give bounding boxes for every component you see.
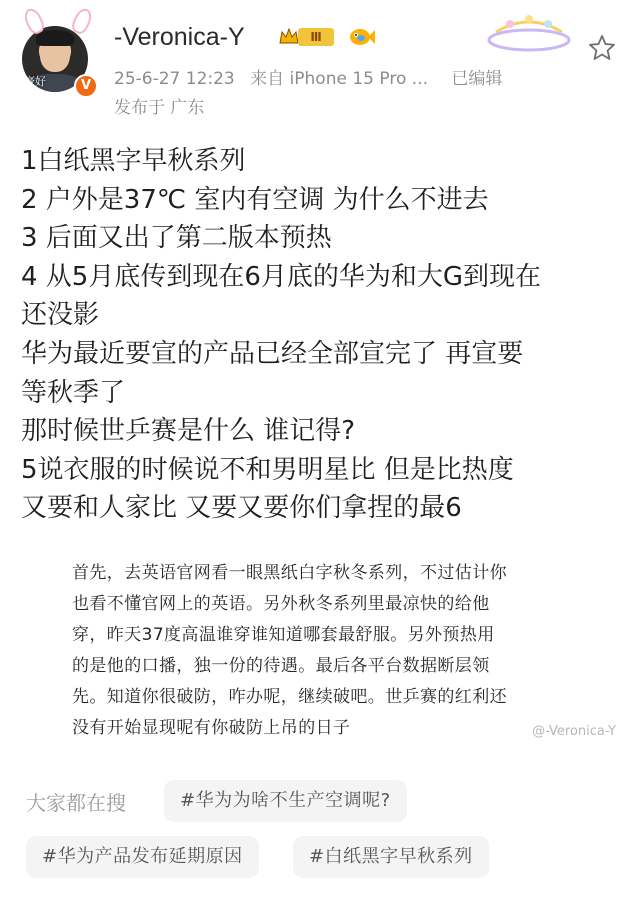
post-line: 还没影 (21, 300, 100, 331)
crown-icon (279, 27, 299, 45)
image-text-line: 先。知道你很破防，咋办呢，继续破吧。世乒赛的红利还 (72, 687, 507, 707)
post-line: 2 户外是37℃ 室内有空调 为什么不进去 (21, 184, 489, 215)
fish-icon (348, 26, 376, 48)
trending-search-label: 大家都在搜 (26, 791, 126, 815)
post-line: 3 后面又出了第二版本预热 (21, 223, 332, 254)
post-line: 那时候世乒赛是什么 谁记得? (21, 416, 356, 447)
post-meta (114, 64, 512, 89)
post-location: 发布于 广东 (114, 98, 205, 118)
image-text-line: 首先，去英语官网看一眼黑纸白字秋冬系列，不过估计你 (72, 563, 507, 583)
image-text-line: 穿，昨天37度高温谁穿谁知道哪套最舒服。另外预热用 (72, 625, 495, 645)
post-header (0, 0, 640, 125)
post-line: 等秋季了 (21, 377, 126, 408)
decoration-icon (486, 12, 572, 56)
search-chip[interactable]: #白纸黑字早秋系列 (293, 836, 489, 878)
post-body (21, 142, 626, 528)
verified-badge: V (74, 74, 98, 98)
username[interactable]: -Veronica-Y (114, 23, 245, 51)
image-text (72, 558, 606, 744)
image-text-line: 没有开始显现呢有你破防上吊的日子 (72, 718, 351, 738)
post-line: 1白纸黑字早秋系列 (21, 146, 246, 176)
search-chip[interactable]: #华为产品发布延期原因 (26, 836, 259, 878)
post-datetime: 25-6-27 12:23 (114, 69, 235, 89)
image-text-line: 的是他的口播，独一份的待遇。最后各平台数据断层领 (72, 656, 490, 676)
post-source[interactable]: 来自 iPhone 15 Pro ... (250, 69, 428, 89)
star-icon[interactable] (588, 34, 616, 62)
image-watermark: @-Veronica-Y (532, 724, 616, 739)
avatar-caption: 豪好 (24, 75, 46, 88)
edited-label[interactable]: 已编辑 (451, 69, 503, 89)
search-chip[interactable]: #华为为啥不生产空调呢? (164, 780, 407, 822)
post-line: 华为最近要宣的产品已经全部宣完了 再宣要 (21, 338, 524, 369)
level-badge[interactable]: Ⅲ (298, 28, 334, 46)
post-line: 4 从5月底传到现在6月底的华为和大G到现在 (21, 261, 542, 292)
post-line: 又要和人家比 又要又要你们拿捏的最6 (21, 493, 462, 524)
post-line: 5说衣服的时候说不和男明星比 但是比热度 (21, 454, 514, 485)
image-text-line: 也看不懂官网上的英语。另外秋冬系列里最凉快的给他 (72, 594, 490, 614)
post-image[interactable] (56, 548, 616, 748)
